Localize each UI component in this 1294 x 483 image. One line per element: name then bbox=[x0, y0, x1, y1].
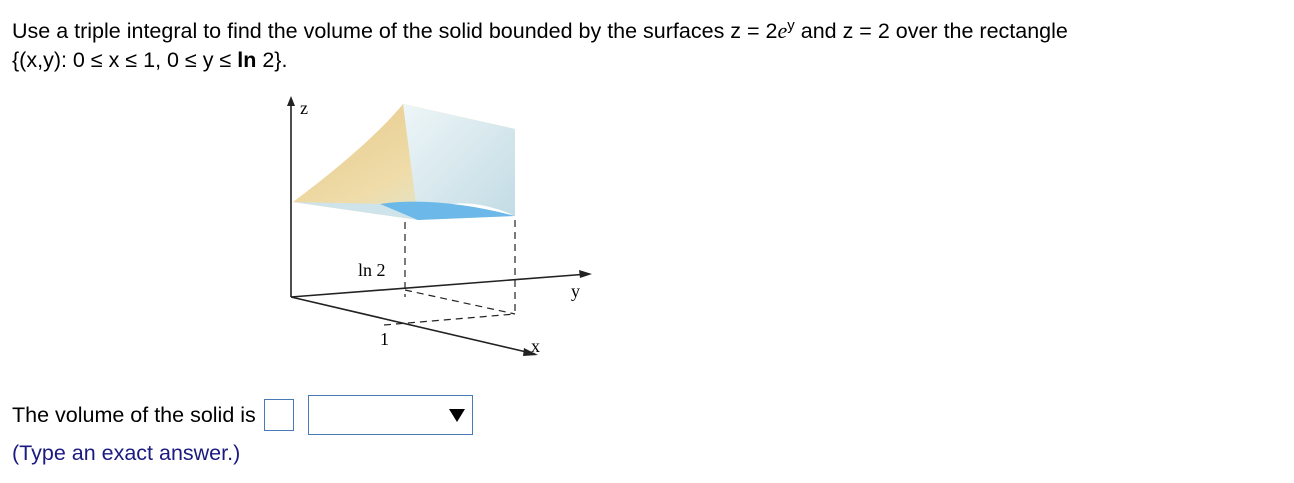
ln-text: ln bbox=[237, 48, 257, 72]
answer-prompt: The volume of the solid is bbox=[12, 402, 256, 427]
y-axis-arrow bbox=[579, 270, 592, 278]
z-axis-arrow bbox=[287, 96, 295, 106]
ln2-label: ln 2 bbox=[358, 260, 386, 280]
z-axis-label: z bbox=[300, 98, 308, 118]
exp-power: y bbox=[787, 17, 795, 34]
exp-base: e bbox=[777, 18, 788, 43]
units-dropdown[interactable] bbox=[308, 395, 473, 435]
y-axis bbox=[291, 274, 588, 297]
x-axis-label: x bbox=[531, 336, 540, 356]
question-text bbox=[12, 16, 1288, 75]
answer-row bbox=[12, 396, 473, 434]
y-axis-label: y bbox=[571, 281, 580, 301]
volume-input[interactable] bbox=[264, 399, 294, 431]
dropdown-arrow-icon[interactable] bbox=[448, 405, 466, 425]
answer-hint: (Type an exact answer.) bbox=[12, 441, 241, 465]
x-axis bbox=[291, 297, 535, 354]
one-label: 1 bbox=[380, 329, 389, 349]
question-line-1: Use a triple integral to find the volume of the solid bounded by the surfaces $z = 2e^y$ and z = 2 over the rectangle bbox=[12, 17, 1068, 43]
question-line-2: {(x,y): 0 ≤ x ≤ 1, 0 ≤ y ≤ ln 2}. bbox=[12, 48, 288, 72]
solid-figure bbox=[270, 92, 610, 367]
